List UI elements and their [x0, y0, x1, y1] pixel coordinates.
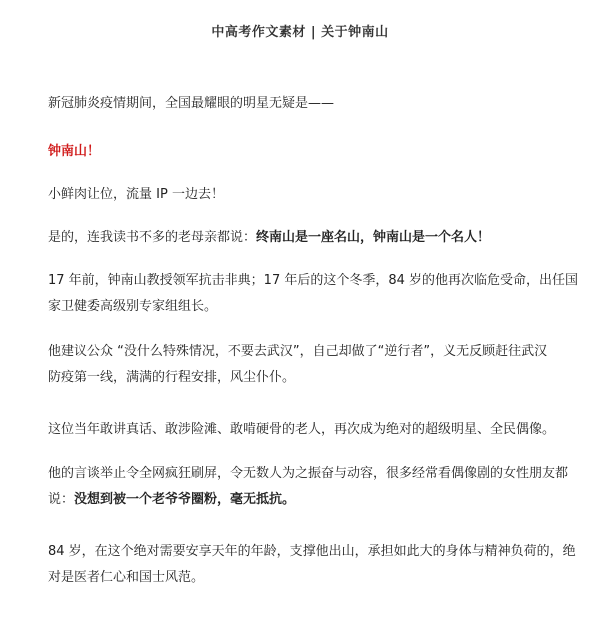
paragraph-intro: 新冠肺炎疫情期间，全国最耀眼的明星无疑是—— [48, 96, 335, 111]
article-title: 中高考作文素材 | 关于钟南山 [211, 25, 389, 40]
mother-quote-bold: 终南山是一座名山，钟南山是一个名人！ [256, 230, 491, 245]
paragraph-wuhan-line1: 他建议公众 “没什么特殊情况，不要去武汉”，自己却做了“逆行者”，义无反顾赶往武汉 [48, 344, 548, 359]
paragraph-celebrity: 小鲜肉让位，流量 IP 一边去！ [48, 187, 224, 202]
paragraph-name-highlight: 钟南山！ [48, 144, 101, 159]
paragraph-age-line2: 对是医者仁心和国士风范。 [48, 570, 205, 585]
paragraph-fans-line1: 他的言谈举止令全网疯狂刷屏，令无数人为之振奋与动容，很多经常看偶像剧的女性朋友都 [48, 466, 569, 481]
fans-quote-lead: 说： [48, 492, 75, 507]
paragraph-sars-line2: 家卫健委高级别专家组组长。 [48, 299, 218, 314]
paragraph-age-line1: 84 岁，在这个绝对需要安享天年的年龄，支撑他出山，承担如此大的身体与精神负荷的，绝 [48, 544, 576, 559]
paragraph-fans-line2 [48, 488, 568, 512]
paragraph-mother-quote [48, 226, 568, 250]
paragraph-sars-line1: 17 年前，钟南山教授领军抗击非典；17 年后的这个冬季，84 岁的他再次临危受命，出任国 [48, 273, 579, 288]
mother-quote-lead: 是的，连我读书不多的老母亲都说： [48, 230, 257, 245]
paragraph-wuhan-line2: 防疫第一线，满满的行程安排，风尘仆仆。 [48, 370, 296, 385]
paragraph-idol: 这位当年敢讲真话、敢涉险滩、敢啃硬骨的老人，再次成为绝对的超级明星、全民偶像。 [48, 422, 556, 437]
fans-quote-bold: 没想到被一个老爷爷圈粉，毫无抵抗。 [74, 492, 296, 507]
